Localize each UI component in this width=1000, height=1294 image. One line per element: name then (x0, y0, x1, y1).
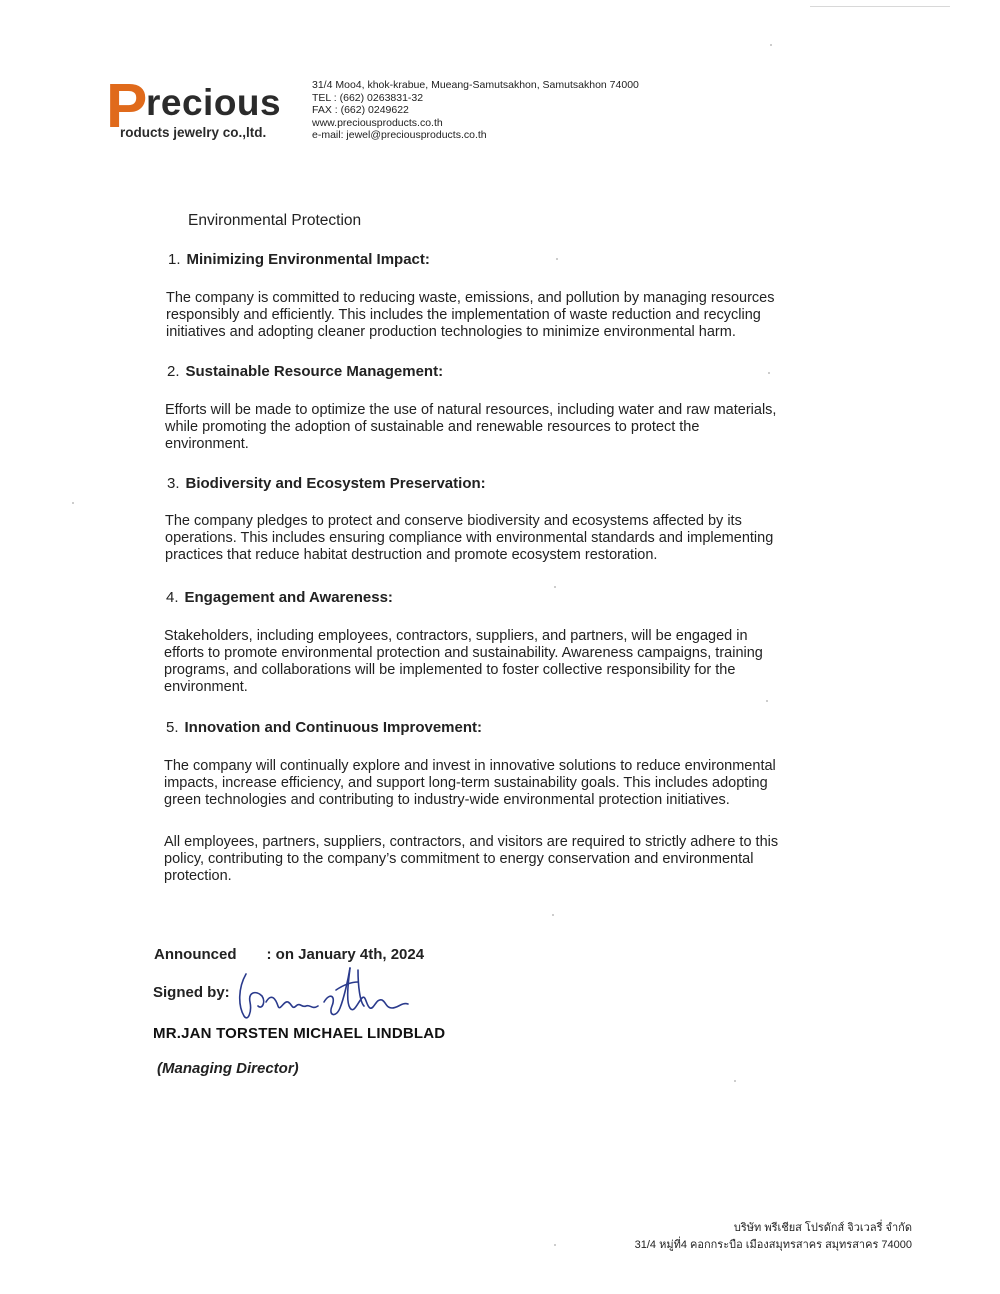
scan-speck (770, 44, 772, 46)
paragraph-line: efforts to promote environmental protection and sustainability. Awareness campaigns, training (164, 645, 763, 661)
handwritten-signature (232, 962, 432, 1030)
thai-company-name: บริษัท พรีเชียส โปรดักส์ จิวเวลรี่ จำกัด (733, 1222, 912, 1234)
paragraph-line: practices that reduce habitat destruction and promote ecosystem restoration. (165, 547, 658, 563)
announced-label: Announced (154, 946, 237, 963)
signatory-name: MR.JAN TORSTEN MICHAEL LINDBLAD (153, 1025, 446, 1042)
scan-speck (552, 914, 554, 916)
section-number: 2. (167, 363, 180, 380)
section-number: 1. (168, 251, 181, 268)
top-edge-line (810, 6, 950, 7)
document-title: Environmental Protection (188, 212, 362, 229)
paragraph-line: impacts, increase efficiency, and support long-term sustainability goals. This includes adopting (164, 775, 768, 791)
closing-paragraph (164, 834, 844, 885)
logo-subtitle: roducts jewelry co.,ltd. (120, 125, 267, 140)
letterhead-contact (312, 79, 639, 142)
paragraph-line: Efforts will be made to optimize the use of natural resources, including water and raw materials, (165, 402, 777, 418)
company-address: 31/4 Moo4, khok-krabue, Mueang-Samutsakhon, Samutsakhon 74000 (312, 79, 639, 91)
paragraph-line: The company is committed to reducing waste, emissions, and pollution by managing resources (166, 290, 775, 306)
paragraph-line: green technologies and contributing to industry-wide environmental protection initiatives. (164, 792, 730, 808)
section-heading-text: Biodiversity and Ecosystem Preservation: (185, 475, 486, 492)
section-number: 5. (166, 719, 179, 736)
paragraph-line: All employees, partners, suppliers, contractors, and visitors are required to strictly adhere to this (164, 834, 779, 850)
scan-speck (556, 258, 558, 260)
logo-letter-p: P (106, 72, 148, 141)
scan-speck (768, 372, 770, 374)
section-heading-text: Innovation and Continuous Improvement: (184, 719, 483, 736)
section-paragraph (164, 758, 844, 809)
section-heading (167, 475, 486, 492)
scan-speck (554, 586, 556, 588)
section-heading (166, 719, 482, 736)
paragraph-line: policy, contributing to the company’s commitment to energy conservation and environmental (164, 851, 754, 867)
company-tel: TEL : (662) 0263831-32 (312, 91, 424, 104)
paragraph-line: environment. (165, 436, 249, 452)
company-website: www.preciousproducts.co.th (312, 116, 443, 129)
signatory-role: (Managing Director) (157, 1060, 299, 1077)
scan-speck (766, 700, 768, 702)
scan-speck (554, 1244, 556, 1246)
company-logo (106, 72, 306, 144)
company-fax: FAX : (662) 0249622 (312, 104, 409, 116)
section-paragraph (165, 402, 845, 453)
section-heading-text: Engagement and Awareness: (184, 589, 393, 606)
section-heading-text: Minimizing Environmental Impact: (186, 251, 430, 268)
paragraph-line: responsibly and efficiently. This includes the implementation of waste reduction and recycling (166, 307, 761, 323)
paragraph-line: The company pledges to protect and conserve biodiversity and ecosystems affected by its (165, 513, 742, 529)
section-heading (167, 363, 443, 380)
section-paragraph (164, 628, 844, 696)
announced-line (154, 946, 424, 963)
paragraph-line: initiatives and adopting cleaner production technologies to minimize environmental harm. (166, 324, 736, 340)
section-paragraph (166, 290, 846, 341)
thai-company-address: 31/4 หมู่ที่4 คอกกระบือ เมืองสมุทรสาคร สมุทรสาคร 74000 (634, 1239, 912, 1251)
paragraph-line: Stakeholders, including employees, contractors, suppliers, and partners, will be engaged in (164, 628, 748, 644)
thai-footer (635, 1220, 912, 1254)
scan-speck (734, 1080, 736, 1082)
paragraph-line: The company will continually explore and invest in innovative solutions to reduce environmental (164, 758, 776, 774)
section-heading (168, 251, 430, 268)
paragraph-line: while promoting the adoption of sustainable and renewable resources to protect the (165, 419, 700, 435)
logo-wordmark: recious (146, 82, 282, 123)
paragraph-line: protection. (164, 868, 232, 884)
paragraph-line: environment. (164, 679, 248, 695)
section-heading (166, 589, 393, 606)
company-email: e-mail: jewel@preciousproducts.co.th (312, 129, 487, 141)
paragraph-line: programs, and collaborations will be implemented to foster collective responsibility for the (164, 662, 736, 678)
announced-date: : on January 4th, 2024 (266, 946, 425, 963)
section-heading-text: Sustainable Resource Management: (185, 363, 444, 380)
scan-speck (72, 502, 74, 504)
section-number: 4. (166, 589, 179, 606)
paragraph-line: operations. This includes ensuring compliance with environmental standards and implementing (165, 530, 774, 546)
section-paragraph (165, 513, 845, 564)
section-number: 3. (167, 475, 180, 492)
signed-by-label: Signed by: (153, 984, 230, 1001)
